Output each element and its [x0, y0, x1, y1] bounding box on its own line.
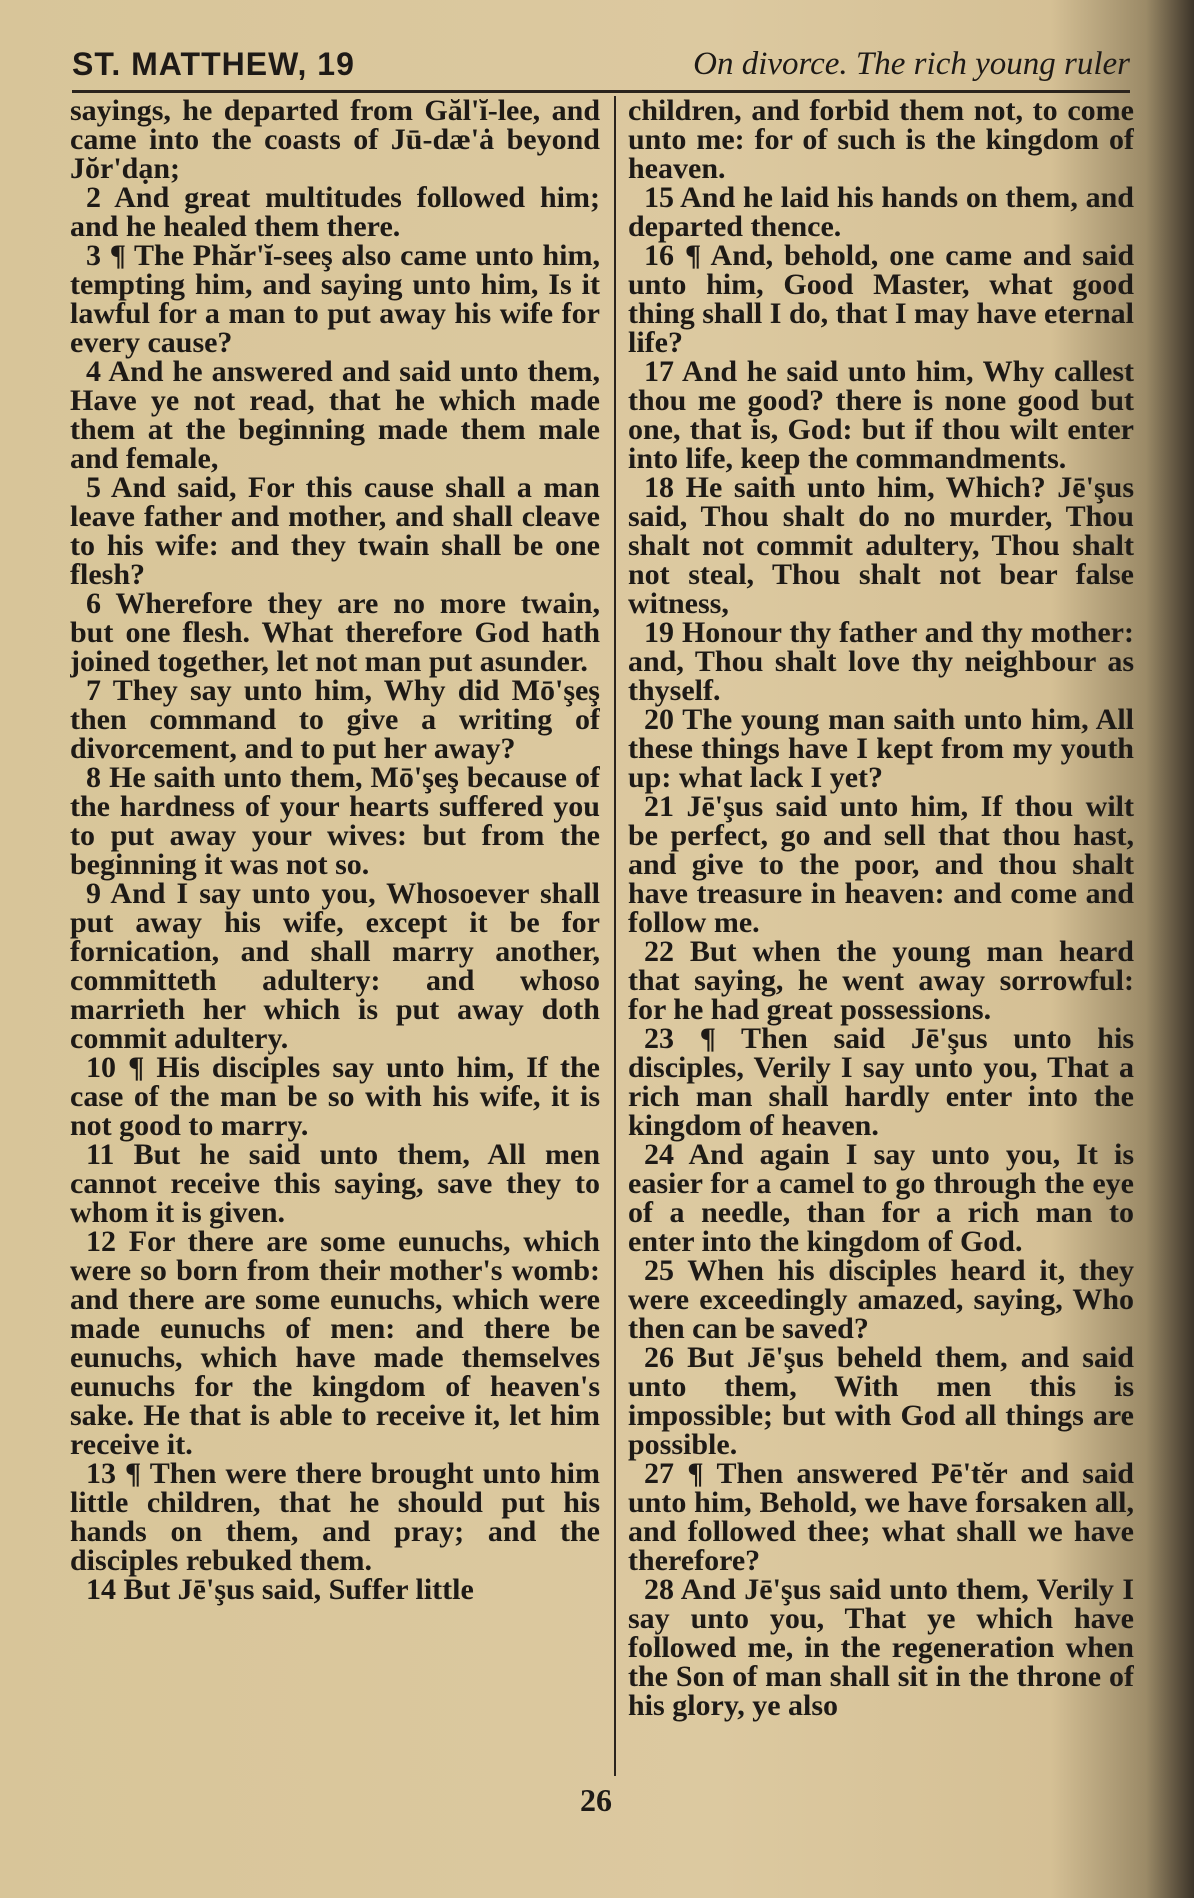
verse-paragraph: 11 But he said unto them, All men cannot receive this saying, save they to whom it is given. — [70, 1138, 600, 1229]
verse-paragraph: 2 And great multitudes followed him; and he healed them there. — [70, 181, 600, 243]
verse-paragraph: 21 Jē'şus said unto him, If thou wilt be perfect, go and sell that thou hast, and give to the poor, and thou shalt have treasure in heaven: and come and follow me. — [628, 790, 1134, 939]
verse-paragraph: 13 ¶ Then were there brought unto him little children, that he should put his hands on them, and pray; and the disciples rebuked them. — [70, 1457, 600, 1577]
verse-paragraph: 16 ¶ And, behold, one came and said unto him, Good Master, what good thing shall I do, that I may have eternal life? — [628, 239, 1134, 359]
running-header — [72, 40, 1130, 93]
page-number: 26 — [580, 1782, 612, 1818]
verse-paragraph: 22 But when the young man heard that saying, he went away sorrowful: for he had great possessions. — [628, 935, 1134, 1026]
verse-paragraph: sayings, he departed from Găl'ĭ-lee, and came into the coasts of Jū-dæ'ȧ beyond Jŏr'dạn; — [70, 96, 600, 185]
verse-paragraph: 26 But Jē'şus beheld them, and said unto them, With men this is impossible; but with God all things are possible. — [628, 1341, 1134, 1461]
verse-paragraph: 27 ¶ Then answered Pē'tĕr and said unto him, Behold, we have forsaken all, and followed thee; what shall we have therefore? — [628, 1457, 1134, 1577]
verse-paragraph: 15 And he laid his hands on them, and departed thence. — [628, 181, 1134, 243]
verse-paragraph: 25 When his disciples heard it, they were exceedingly amazed, saying, Who then can be saved? — [628, 1254, 1134, 1345]
verse-paragraph: 5 And said, For this cause shall a man leave father and mother, and shall cleave to his wife: and they twain shall be one flesh? — [70, 471, 600, 591]
verse-paragraph: 14 But Jē'şus said, Suffer little — [86, 1573, 474, 1606]
book-chapter-heading: ST. MATTHEW, 19 — [72, 46, 355, 82]
verse-paragraph: 23 ¶ Then said Jē'şus unto his disciples, Verily I say unto you, That a rich man shall hardly enter into the kingdom of heaven. — [628, 1022, 1134, 1142]
verse-paragraph: 8 He saith unto them, Mō'şeş because of the hardness of your hearts suffered you to put away your wives: but from the beginning it was not so. — [70, 761, 600, 881]
verse-paragraph: 17 And he said unto him, Why callest thou me good? there is none good but one, that is, God: but if thou wilt enter into life, keep the commandments. — [628, 355, 1134, 475]
left-column — [70, 96, 600, 1776]
verse-paragraph: 12 For there are some eunuchs, which were so born from their mother's womb: and there are some eunuchs, which were made eunuchs of men: and there be eunuchs, which have made themselves eunuchs for the kingdom of heaven's sake. He that is able to receive it, let him receive it. — [70, 1225, 600, 1461]
verse-paragraph: 18 He saith unto him, Which? Jē'şus said, Thou shalt do no murder, Thou shalt not commit adultery, Thou shalt not steal, Thou shalt not bear false witness, — [628, 471, 1134, 620]
right-column — [628, 96, 1134, 1776]
verse-paragraph: children, and forbid them not, to come unto me: for of such is the kingdom of heaven. — [628, 96, 1134, 185]
verse-paragraph: 10 ¶ His disciples say unto him, If the case of the man be so with his wife, it is not good to marry. — [70, 1051, 600, 1142]
verse-paragraph: 9 And I say unto you, Whosoever shall put away his wife, except it be for fornication, and shall marry another, committeth adultery: and whoso marrieth her which is put away doth commit adultery. — [70, 877, 600, 1055]
verse-paragraph: 28 And Jē'şus said unto them, Verily I say unto you, That ye which have followed me, in the regeneration when the Son of man shall sit in the throne of his glory, ye also — [628, 1573, 1134, 1722]
verse-paragraph: 19 Honour thy father and thy mother: and, Thou shalt love thy neighbour as thyself. — [628, 616, 1134, 707]
verse-paragraph: 3 ¶ The Phăr'ĭ-seeş also came unto him, tempting him, and saying unto him, Is it lawful for a man to put away his wife for every cause? — [70, 239, 600, 359]
column-divider — [614, 96, 616, 1776]
topic-heading: On divorce. The rich young ruler — [693, 46, 1130, 82]
verse-paragraph: 20 The young man saith unto him, All these things have I kept from my youth up: what lack I yet? — [628, 703, 1134, 794]
verse-paragraph: 7 They say unto him, Why did Mō'şeş then command to give a writing of divorcement, and to put her away? — [70, 674, 600, 765]
verse-paragraph: 6 Wherefore they are no more twain, but one flesh. What therefore God hath joined together, let not man put asunder. — [70, 587, 600, 678]
verse-paragraph: 4 And he answered and said unto them, Have ye not read, that he which made them at the beginning made them male and female, — [70, 355, 600, 475]
verse-paragraph: 24 And again I say unto you, It is easier for a camel to go through the eye of a needle, than for a rich man to enter into the kingdom of God. — [628, 1138, 1134, 1258]
